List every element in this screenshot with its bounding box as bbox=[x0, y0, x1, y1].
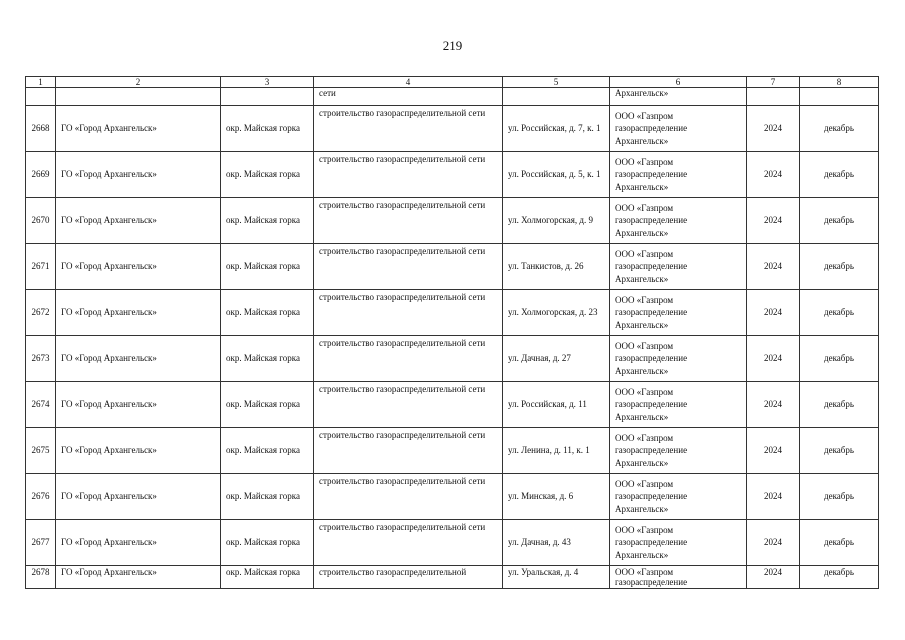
cell-month: декабрь bbox=[800, 428, 879, 474]
cell-work: строительство газораспределительной сети bbox=[314, 336, 503, 382]
cell-organization: ООО «Газпром газораспределение Архангельск» bbox=[610, 382, 747, 428]
cell-empty bbox=[503, 88, 610, 106]
cell-municipality: ГО «Город Архангельск» bbox=[56, 474, 221, 520]
column-number: 2 bbox=[56, 77, 221, 88]
cell-work: строительство газораспределительной сети bbox=[314, 152, 503, 198]
cell-address: ул. Танкистов, д. 26 bbox=[503, 244, 610, 290]
cell-district: окр. Майская горка bbox=[221, 198, 314, 244]
cell-district: окр. Майская горка bbox=[221, 566, 314, 589]
cell-district: окр. Майская горка bbox=[221, 520, 314, 566]
cell-work: строительство газораспределительной сети bbox=[314, 198, 503, 244]
cell-municipality: ГО «Город Архангельск» bbox=[56, 382, 221, 428]
cell-address: ул. Дачная, д. 43 bbox=[503, 520, 610, 566]
cell-number: 2678 bbox=[26, 566, 56, 589]
cell-number: 2677 bbox=[26, 520, 56, 566]
cell-number: 2673 bbox=[26, 336, 56, 382]
cell-district: окр. Майская горка bbox=[221, 474, 314, 520]
column-number: 1 bbox=[26, 77, 56, 88]
cell-work: строительство газораспределительной сети bbox=[314, 520, 503, 566]
cell-empty bbox=[221, 88, 314, 106]
cell-address: ул. Уральская, д. 4 bbox=[503, 566, 610, 589]
cell-organization: ООО «Газпром газораспределение Архангельск» bbox=[610, 106, 747, 152]
cell-year: 2024 bbox=[747, 474, 800, 520]
cell-district: окр. Майская горка bbox=[221, 428, 314, 474]
column-number: 5 bbox=[503, 77, 610, 88]
table-row bbox=[26, 566, 879, 589]
column-number: 8 bbox=[800, 77, 879, 88]
cell-year: 2024 bbox=[747, 152, 800, 198]
cell-address: ул. Российская, д. 5, к. 1 bbox=[503, 152, 610, 198]
cell-month: декабрь bbox=[800, 244, 879, 290]
cell-year: 2024 bbox=[747, 106, 800, 152]
cell-number: 2669 bbox=[26, 152, 56, 198]
cell-year: 2024 bbox=[747, 290, 800, 336]
cell-address: ул. Российская, д. 11 bbox=[503, 382, 610, 428]
cell-organization: ООО «Газпром газораспределение Архангельск» bbox=[610, 428, 747, 474]
cell-address: ул. Минская, д. 6 bbox=[503, 474, 610, 520]
cell-empty bbox=[26, 88, 56, 106]
cell-number: 2670 bbox=[26, 198, 56, 244]
cell-work: строительство газораспределительной сети bbox=[314, 428, 503, 474]
cell-month: декабрь bbox=[800, 152, 879, 198]
cell-organization: ООО «Газпром газораспределение Архангельск» bbox=[610, 520, 747, 566]
table-row bbox=[26, 520, 879, 566]
cell-month: декабрь bbox=[800, 290, 879, 336]
cell-organization: ООО «Газпром газораспределение Архангельск» bbox=[610, 244, 747, 290]
cell-district: окр. Майская горка bbox=[221, 290, 314, 336]
cell-municipality: ГО «Город Архангельск» bbox=[56, 428, 221, 474]
cell-month: декабрь bbox=[800, 474, 879, 520]
cell-municipality: ГО «Город Архангельск» bbox=[56, 520, 221, 566]
table-row bbox=[26, 106, 879, 152]
cell-number: 2675 bbox=[26, 428, 56, 474]
cell-month: декабрь bbox=[800, 198, 879, 244]
cell-municipality: ГО «Город Архангельск» bbox=[56, 152, 221, 198]
cell-municipality: ГО «Город Архангельск» bbox=[56, 566, 221, 589]
cell-month: декабрь bbox=[800, 520, 879, 566]
cell-organization: ООО «Газпром газораспределение bbox=[610, 566, 747, 589]
cell-month: декабрь bbox=[800, 106, 879, 152]
cell-year: 2024 bbox=[747, 336, 800, 382]
cell-year: 2024 bbox=[747, 520, 800, 566]
table-row bbox=[26, 474, 879, 520]
table-row bbox=[26, 152, 879, 198]
cell-number: 2676 bbox=[26, 474, 56, 520]
cell-year: 2024 bbox=[747, 566, 800, 589]
column-number: 6 bbox=[610, 77, 747, 88]
cell-year: 2024 bbox=[747, 382, 800, 428]
cell-work: строительство газораспределительной сети bbox=[314, 106, 503, 152]
cell-address: ул. Дачная, д. 27 bbox=[503, 336, 610, 382]
cell-district: окр. Майская горка bbox=[221, 244, 314, 290]
table-row bbox=[26, 244, 879, 290]
table-row bbox=[26, 428, 879, 474]
table-row bbox=[26, 290, 879, 336]
cell-work: строительство газораспределительной сети bbox=[314, 244, 503, 290]
column-number: 7 bbox=[747, 77, 800, 88]
cell-number: 2672 bbox=[26, 290, 56, 336]
cell-work: строительство газораспределительной сети bbox=[314, 382, 503, 428]
cell-organization: ООО «Газпром газораспределение Архангельск» bbox=[610, 474, 747, 520]
cell-number: 2674 bbox=[26, 382, 56, 428]
table-row bbox=[26, 382, 879, 428]
cell-organization: ООО «Газпром газораспределение Архангельск» bbox=[610, 198, 747, 244]
cell-number: 2668 bbox=[26, 106, 56, 152]
page-number: 219 bbox=[442, 38, 463, 53]
cell-municipality: ГО «Город Архангельск» bbox=[56, 290, 221, 336]
cell-year: 2024 bbox=[747, 428, 800, 474]
cell-work: строительство газораспределительной сети bbox=[314, 474, 503, 520]
cell-year: 2024 bbox=[747, 198, 800, 244]
cell-organization: ООО «Газпром газораспределение Архангельск» bbox=[610, 152, 747, 198]
cell-district: окр. Майская горка bbox=[221, 106, 314, 152]
cell-municipality: ГО «Город Архангельск» bbox=[56, 198, 221, 244]
cell-year: 2024 bbox=[747, 244, 800, 290]
table-row bbox=[26, 336, 879, 382]
cell-empty bbox=[800, 88, 879, 106]
cell-org-continued: Архангельск» bbox=[610, 88, 747, 106]
cell-empty bbox=[56, 88, 221, 106]
cell-address: ул. Холмогорская, д. 9 bbox=[503, 198, 610, 244]
continuation-row bbox=[26, 88, 879, 106]
cell-organization: ООО «Газпром газораспределение Архангельск» bbox=[610, 336, 747, 382]
column-numbers-row bbox=[26, 77, 879, 88]
column-number: 3 bbox=[221, 77, 314, 88]
cell-work: строительство газораспределительной сети bbox=[314, 290, 503, 336]
cell-number: 2671 bbox=[26, 244, 56, 290]
works-table bbox=[25, 76, 879, 589]
cell-organization: ООО «Газпром газораспределение Архангельск» bbox=[610, 290, 747, 336]
cell-address: ул. Холмогорская, д. 23 bbox=[503, 290, 610, 336]
cell-address: ул. Российская, д. 7, к. 1 bbox=[503, 106, 610, 152]
cell-month: декабрь bbox=[800, 336, 879, 382]
table-row bbox=[26, 198, 879, 244]
cell-municipality: ГО «Город Архангельск» bbox=[56, 244, 221, 290]
cell-district: окр. Майская горка bbox=[221, 152, 314, 198]
cell-district: окр. Майская горка bbox=[221, 382, 314, 428]
cell-work-continued: сети bbox=[314, 88, 503, 106]
cell-district: окр. Майская горка bbox=[221, 336, 314, 382]
cell-municipality: ГО «Город Архангельск» bbox=[56, 106, 221, 152]
cell-month: декабрь bbox=[800, 566, 879, 589]
cell-work: строительство газораспределительной bbox=[314, 566, 503, 589]
cell-month: декабрь bbox=[800, 382, 879, 428]
cell-municipality: ГО «Город Архангельск» bbox=[56, 336, 221, 382]
cell-address: ул. Ленина, д. 11, к. 1 bbox=[503, 428, 610, 474]
cell-empty bbox=[747, 88, 800, 106]
column-number: 4 bbox=[314, 77, 503, 88]
